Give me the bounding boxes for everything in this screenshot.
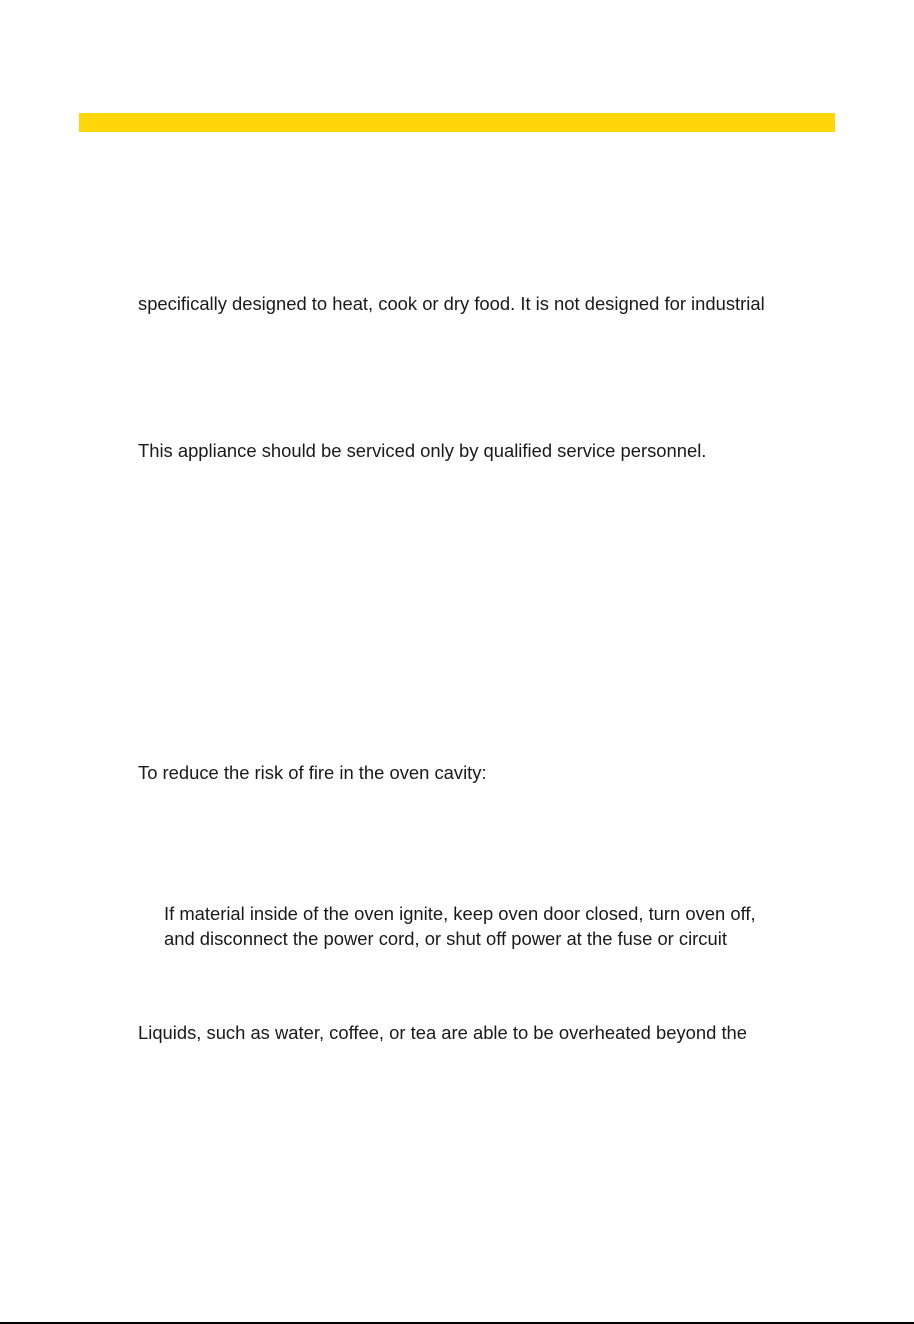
text-line-service-personnel: This appliance should be serviced only by qualified service personnel. xyxy=(138,440,707,461)
header-accent-bar xyxy=(79,113,835,132)
text-line-disconnect-power: and disconnect the power cord, or shut off power at the fuse or circuit xyxy=(164,928,727,949)
text-line-intended-use: specifically designed to heat, cook or dry food. It is not designed for industrial xyxy=(138,293,765,314)
text-line-material-ignite: If material inside of the oven ignite, keep oven door closed, turn oven off, xyxy=(164,903,756,924)
text-line-liquids-overheated: Liquids, such as water, coffee, or tea are able to be overheated beyond the xyxy=(138,1022,748,1043)
text-line-fire-risk-heading: To reduce the risk of fire in the oven cavity: xyxy=(138,762,487,783)
